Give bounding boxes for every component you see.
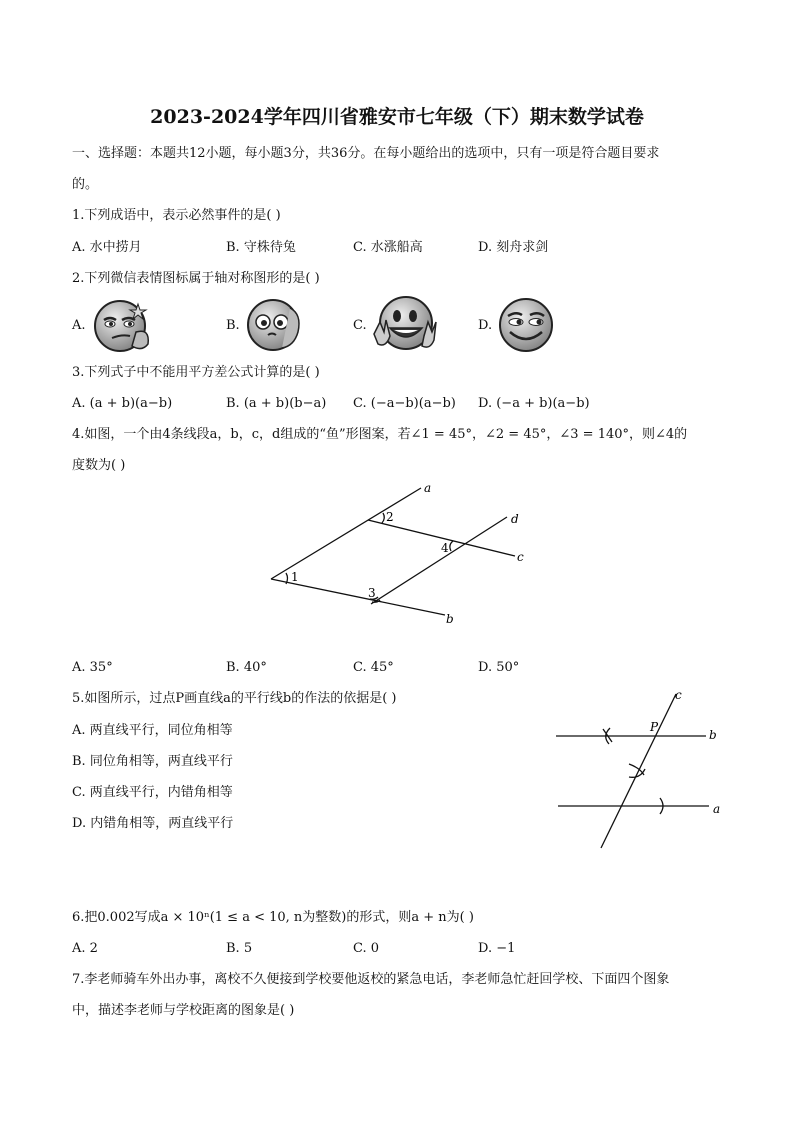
label-b: b	[446, 612, 454, 626]
q3-option-c: C. (−a−b)(a−b)	[353, 396, 456, 411]
q5-option-b: B. 同位角相等，两直线平行	[72, 754, 233, 769]
q3-option-b: B. (a + b)(b−a)	[226, 396, 327, 411]
q6-option-a: A. 2	[72, 941, 98, 956]
question-2-stem: 2.下列微信表情图标属于轴对称图形的是( )	[72, 271, 320, 286]
label-angle-3: 3	[368, 586, 376, 600]
question-4-stem-line2: 度数为( )	[72, 458, 126, 473]
label-d: d	[511, 512, 519, 526]
q6-option-b: B. 5	[226, 941, 253, 956]
label-angle-1: 1	[291, 570, 299, 584]
q2-option-b: B.	[226, 318, 240, 333]
label-c: c	[675, 688, 682, 702]
q6-option-c: C. 0	[353, 941, 380, 956]
q1-option-b: B. 守株待兔	[226, 240, 296, 255]
section-heading-line1: 一、选择题：本题共12小题，每小题3分，共36分。在每小题给出的选项中，只有一项是符合题目要求	[72, 146, 660, 161]
label-angle-4: 4	[441, 541, 449, 555]
q2-option-d: D.	[478, 318, 493, 333]
label-c: c	[517, 550, 524, 564]
section-heading-line2: 的。	[72, 177, 99, 192]
q1-option-d: D. 刻舟求剑	[478, 240, 549, 255]
q5-option-a: A. 两直线平行，同位角相等	[72, 723, 233, 738]
question-7-stem-line2: 中，描述李老师与学校距离的图象是( )	[72, 1003, 295, 1018]
q4-option-d: D. 50°	[478, 660, 520, 675]
line-c	[601, 694, 676, 848]
question-7-stem-line1: 7.李老师骑车外出办事，离校不久便接到学校要他返校的紧急电话，李老师急忙赶回学校、下面四个图象	[72, 972, 670, 987]
q3-option-d: D. (−a + b)(a−b)	[478, 396, 590, 411]
q4-option-b: B. 40°	[226, 660, 267, 675]
label-angle-2: 2	[386, 510, 394, 524]
question-3-stem: 3.下列式子中不能用平方差公式计算的是( )	[72, 365, 320, 380]
label-P: P	[650, 720, 659, 734]
q1-option-a: A. 水中捞月	[72, 240, 142, 255]
q2-option-a: A.	[72, 318, 86, 333]
q2-option-c: C.	[353, 318, 367, 333]
q1-option-c: C. 水涨船高	[353, 240, 423, 255]
q5-option-d: D. 内错角相等，两直线平行	[72, 816, 234, 831]
q4-option-c: C. 45°	[353, 660, 394, 675]
label-a: a	[713, 802, 721, 816]
q3-option-a: A. (a + b)(a−b)	[72, 396, 173, 411]
q5-option-c: C. 两直线平行，内错角相等	[72, 785, 233, 800]
question-1-stem: 1.下列成语中，表示必然事件的是( )	[72, 208, 281, 223]
q4-option-a: A. 35°	[72, 660, 113, 675]
question-4-stem-line1: 4.如图，一个由4条线段a，b，c，d组成的“鱼”形图案，若∠1 = 45°，∠2 = 45°，∠3 = 140°，则∠4的	[72, 427, 688, 442]
label-a: a	[424, 481, 432, 495]
question-5-stem: 5.如图所示，过点P画直线a的平行线b的作法的依据是( )	[72, 691, 397, 706]
q6-option-d: D. −1	[478, 941, 516, 956]
page-title: 2023-2024学年四川省雅安市七年级（下）期末数学试卷	[150, 106, 644, 128]
label-b: b	[709, 728, 717, 742]
question-6-stem: 6.把0.002写成a × 10ⁿ(1 ≤ a < 10, n为整数)的形式，则a + n为( )	[72, 910, 474, 925]
